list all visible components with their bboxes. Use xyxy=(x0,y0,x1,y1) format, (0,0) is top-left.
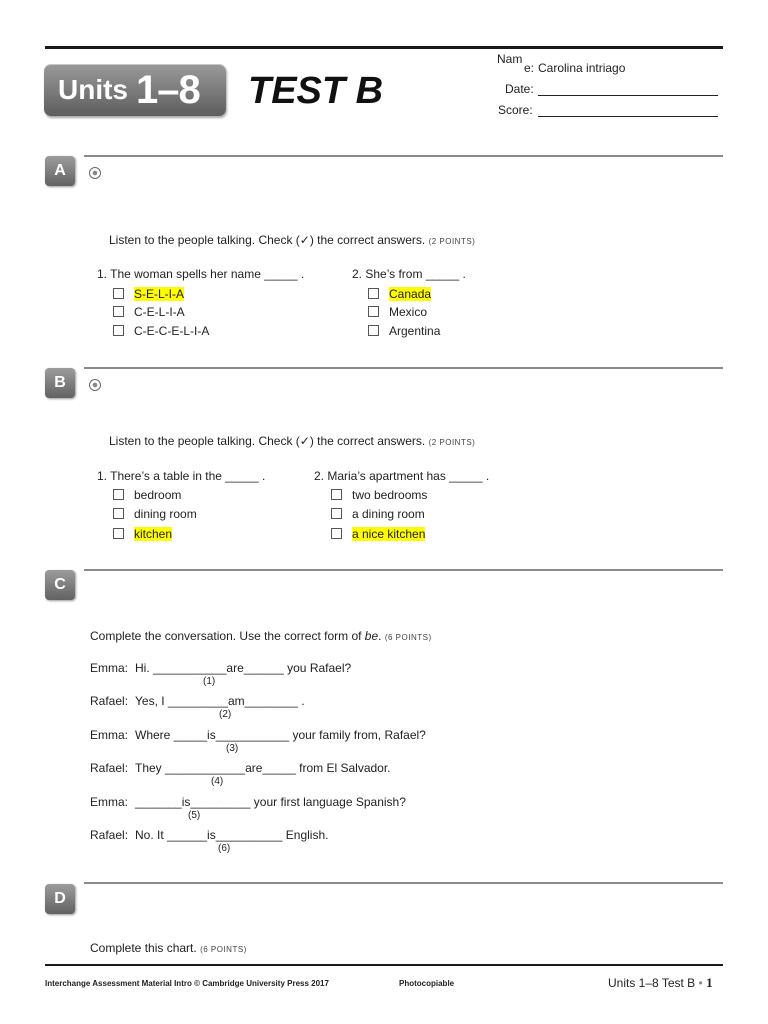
checkbox-icon[interactable] xyxy=(368,288,379,299)
name-field[interactable]: Carolina intriago xyxy=(538,61,626,75)
section-a-q2-option[interactable] xyxy=(368,287,431,301)
option-label: Mexico xyxy=(389,305,428,319)
section-a-q1-option[interactable] xyxy=(113,287,184,301)
section-c-instruction-text: Complete the conversation. Use the correct form of xyxy=(90,629,365,643)
checkbox-icon[interactable] xyxy=(331,508,342,519)
footer-rule xyxy=(45,964,723,966)
section-a-badge: A xyxy=(45,156,75,186)
section-c-points: (6 POINTS) xyxy=(384,633,432,642)
option-label: a dining room xyxy=(352,507,425,521)
section-a-q2-prompt: 2. She’s from _____ . xyxy=(352,267,466,281)
section-b-q2-prompt: 2. Maria’s apartment has _____ . xyxy=(314,469,490,483)
footer-page-number: 1 xyxy=(706,975,713,990)
units-word: Units xyxy=(58,74,128,105)
option-label: kitchen xyxy=(134,527,173,541)
section-b-q1-option[interactable] xyxy=(113,527,172,541)
section-b-instruction-text: Listen to the people talking. Check (✓) the correct answers. xyxy=(109,434,426,448)
section-b-q1-prompt: 1. There’s a table in the _____ . xyxy=(97,469,266,483)
checkbox-icon[interactable] xyxy=(368,306,379,317)
header-rule xyxy=(45,46,723,49)
checkbox-icon[interactable] xyxy=(331,489,342,500)
dialog-line[interactable]: Where _____is___________ your family from, Rafael? xyxy=(135,728,426,742)
section-c-instruction-em: be xyxy=(364,629,379,643)
section-d-badge: D xyxy=(45,884,75,914)
option-label: dining room xyxy=(134,507,197,521)
blank-number: (5) xyxy=(188,810,201,821)
date-field[interactable] xyxy=(538,82,718,96)
section-b-q1-option[interactable] xyxy=(113,507,197,521)
footer-test-label: Units 1–8 Test B xyxy=(608,976,696,990)
section-d-rule xyxy=(84,882,723,884)
section-b-q2-option[interactable] xyxy=(331,527,425,541)
checkbox-icon[interactable] xyxy=(331,528,342,539)
footer-page-info xyxy=(608,975,713,991)
section-b-q2-option[interactable] xyxy=(331,507,425,521)
section-d-instruction xyxy=(90,941,247,955)
section-c-instruction-end: . xyxy=(378,629,382,643)
dialog-speaker: Rafael: xyxy=(90,761,129,775)
section-b-points: (2 POINTS) xyxy=(428,438,476,447)
section-b-q1-option[interactable] xyxy=(113,488,181,502)
section-a-q1-option[interactable] xyxy=(113,324,209,338)
dialog-line[interactable]: They ____________are_____ from El Salvador. xyxy=(135,761,391,775)
score-field[interactable] xyxy=(538,103,718,117)
footer-photocopiable: Photocopiable xyxy=(399,979,455,988)
section-a-rule xyxy=(84,155,723,157)
dialog-speaker: Rafael: xyxy=(90,828,129,842)
section-b-instruction xyxy=(109,434,475,448)
section-c-badge: C xyxy=(45,570,75,600)
checkbox-icon[interactable] xyxy=(113,288,124,299)
section-d-points: (6 POINTS) xyxy=(200,945,247,954)
blank-number: (1) xyxy=(203,676,216,687)
dialog-speaker: Emma: xyxy=(90,728,129,742)
section-a-instruction-text: Listen to the people talking. Check (✓) the correct answers. xyxy=(109,233,426,247)
footer-bullet: • xyxy=(698,976,703,990)
section-a-points: (2 POINTS) xyxy=(428,237,476,246)
section-c-rule xyxy=(84,569,723,571)
checkbox-icon[interactable] xyxy=(368,325,379,336)
option-label: bedroom xyxy=(134,488,182,502)
blank-number: (3) xyxy=(226,743,239,754)
units-range: 1–8 xyxy=(136,67,200,112)
option-label: S-E-L-I-A xyxy=(134,287,185,301)
section-d-instruction-text: Complete this chart. xyxy=(90,941,197,955)
section-b-rule xyxy=(84,367,723,369)
checkbox-icon[interactable] xyxy=(113,528,124,539)
section-a-q2-option[interactable] xyxy=(368,305,427,319)
blank-number: (4) xyxy=(211,776,224,787)
section-b-badge: B xyxy=(45,368,75,398)
dialog-line[interactable]: Yes, I _________am________ . xyxy=(135,694,305,708)
section-a-q1-option[interactable] xyxy=(113,305,185,319)
option-label: C-E-C-E-L-I-A xyxy=(134,324,210,338)
dialog-speaker: Emma: xyxy=(90,661,129,675)
option-label: Canada xyxy=(389,287,432,301)
name-label-a: Nam xyxy=(497,52,523,66)
dialog-speaker: Emma: xyxy=(90,795,129,809)
checkbox-icon[interactable] xyxy=(113,508,124,519)
dialog-speaker: Rafael: xyxy=(90,694,129,708)
section-b-q2-option[interactable] xyxy=(331,488,427,502)
dialog-line[interactable]: Hi. ___________are______ you Rafael? xyxy=(135,661,352,675)
audio-icon xyxy=(89,379,101,391)
blank-number: (6) xyxy=(218,843,231,854)
option-label: a nice kitchen xyxy=(352,527,426,541)
option-label: two bedrooms xyxy=(352,488,428,502)
blank-number: (2) xyxy=(219,709,232,720)
name-label-b: e: xyxy=(524,61,535,75)
dialog-line[interactable]: _______is_________ your first language Spanish? xyxy=(135,795,406,809)
option-label: Argentina xyxy=(389,324,441,338)
date-label: Date: xyxy=(505,82,534,96)
checkbox-icon[interactable] xyxy=(113,306,124,317)
checkbox-icon[interactable] xyxy=(113,325,124,336)
option-label: C-E-L-I-A xyxy=(134,305,185,319)
checkbox-icon[interactable] xyxy=(113,489,124,500)
section-a-q1-prompt: 1. The woman spells her name _____ . xyxy=(97,267,305,281)
units-badge xyxy=(44,64,226,116)
section-c-instruction xyxy=(90,629,432,643)
footer-copyright: Interchange Assessment Material Intro © Cambridge University Press 2017 xyxy=(45,979,329,988)
dialog-line[interactable]: No. It ______is__________ English. xyxy=(135,828,329,842)
section-a-q2-option[interactable] xyxy=(368,324,440,338)
test-title: TEST B xyxy=(248,70,384,112)
score-label: Score: xyxy=(498,103,533,117)
section-a-instruction xyxy=(109,233,475,247)
audio-icon xyxy=(89,167,101,179)
